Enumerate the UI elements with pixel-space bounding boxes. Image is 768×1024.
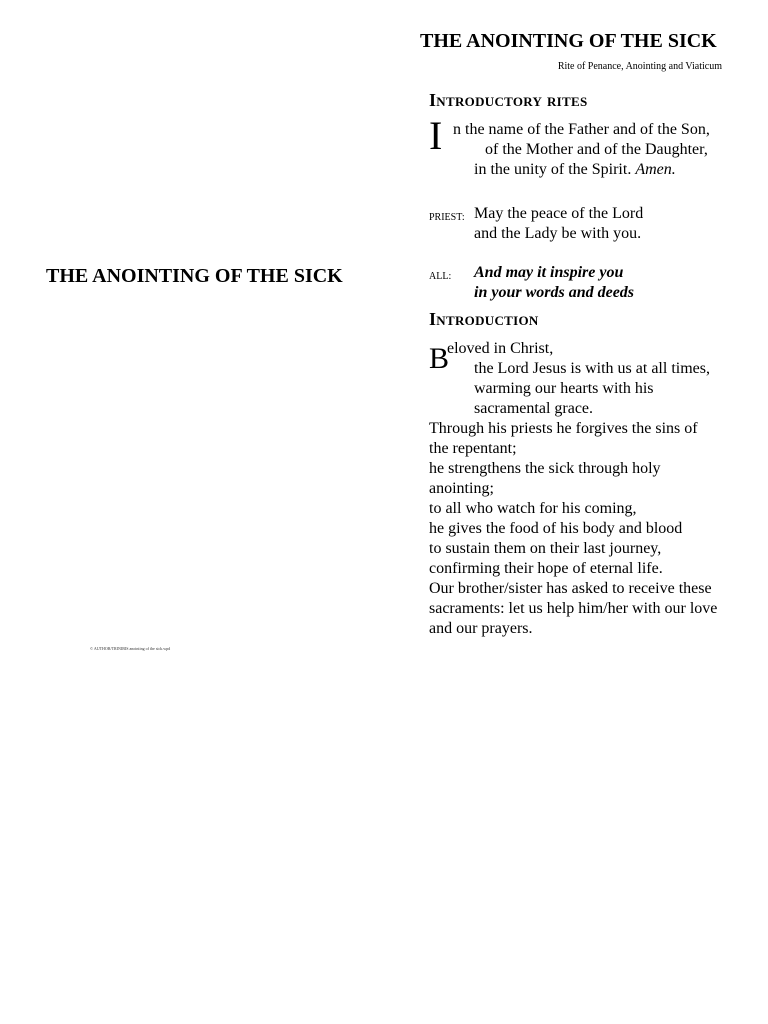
footer-note: © AUTHOR/TRINIBIS anointing of the sick.wpd [90, 646, 171, 651]
paragraph-line: sacraments: let us help him/her with our love [429, 600, 718, 617]
all-response [429, 263, 729, 305]
response-line: And may it inspire you [474, 264, 624, 281]
introduction-line: the Lord Jesus is with us at all times, [474, 360, 710, 377]
paragraph-line: to sustain them on their last journey, [429, 540, 662, 557]
introduction-line: eloved in Christ, [447, 340, 554, 357]
invocation-line: in the unity of the Spirit. Amen. [474, 161, 676, 178]
priest-line: and the Lady be with you. [474, 225, 642, 242]
paragraph-line: Our brother/sister has asked to receive these [429, 580, 712, 597]
paragraph-line: and our prayers. [429, 620, 533, 637]
introduction-opening [429, 339, 729, 421]
invocation-line: n the name of the Father and of the Son, [453, 121, 710, 138]
opening-invocation [429, 113, 729, 180]
response-line: in your words and deeds [474, 284, 635, 301]
paragraph-line: confirming their hope of eternal life. [429, 560, 663, 577]
paragraph-line: the repentant; [429, 440, 517, 457]
section-heading-introduction: Introduction [429, 309, 539, 329]
paragraph-line: to all who watch for his coming, [429, 500, 637, 517]
introduction-line: sacramental grace. [474, 400, 594, 417]
drop-cap: I [429, 113, 443, 158]
drop-cap: B [429, 342, 450, 375]
role-label-priest: PRIEST: [429, 212, 465, 223]
paragraph-line: he gives the food of his body and blood [429, 520, 683, 537]
right-page-title: THE ANOINTING OF THE SICK [420, 30, 717, 52]
role-label-all: ALL: [429, 271, 452, 282]
left-page-title: THE ANOINTING OF THE SICK [46, 265, 343, 287]
priest-greeting [429, 204, 729, 246]
page-subtitle: Rite of Penance, Anointing and Viaticum [557, 61, 722, 72]
introduction-paragraph [429, 419, 734, 639]
introduction-line: warming our hearts with his [474, 380, 654, 397]
paragraph-line: anointing; [429, 480, 494, 497]
paragraph-line: he strengthens the sick through holy [429, 460, 661, 477]
section-heading-introductory-rites: Introductory rites [429, 90, 588, 110]
amen-response: Amen. [635, 161, 676, 178]
paragraph-line: Through his priests he forgives the sins of [429, 420, 698, 437]
invocation-line: of the Mother and of the Daughter, [485, 141, 708, 158]
priest-line: May the peace of the Lord [474, 205, 644, 222]
